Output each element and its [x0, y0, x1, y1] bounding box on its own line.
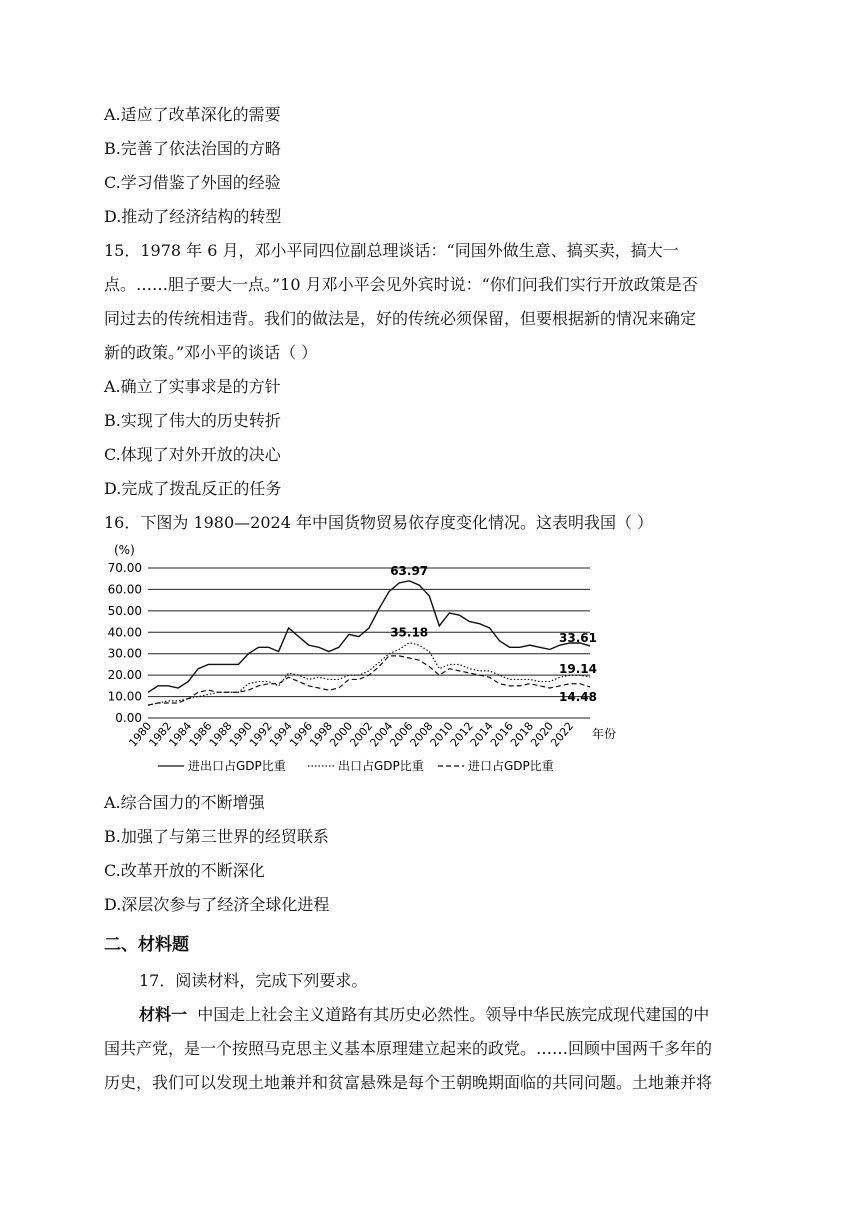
- x-tick-label: 1996: [287, 719, 316, 750]
- q17-material-line-2: 国共产党，是一个按照马克思主义基本原理建立起来的政党。……回顾中国两千多年的: [104, 1039, 713, 1058]
- series-line: [148, 656, 590, 705]
- y-tick-label: 0.00: [115, 711, 142, 725]
- x-tick-label: 2022: [548, 719, 577, 750]
- y-tick-label: 60.00: [108, 582, 142, 597]
- y-tick-label: 30.00: [108, 646, 142, 661]
- q14-option-c: C.学习借鉴了外国的经验: [104, 173, 281, 192]
- x-tick-label: 2016: [487, 719, 516, 750]
- x-tick-label: 2002: [347, 719, 376, 750]
- x-tick-label: 2012: [447, 719, 476, 750]
- q15-option-d: D.完成了拨乱反正的任务: [104, 479, 282, 498]
- x-tick-label: 2006: [387, 719, 416, 750]
- q16-option-b: B.加强了与第三世界的经贸联系: [104, 827, 329, 846]
- q14-option-b: B.完善了依法治国的方略: [104, 139, 281, 158]
- data-label: 35.18: [390, 625, 429, 640]
- q16-option-c: C.改革开放的不断深化: [104, 861, 265, 880]
- y-axis-label: (%): [114, 543, 135, 557]
- q15-stem-line-1: 15．1978 年 6 月，邓小平同四位副总理谈话：“同国外做生意、搞买卖，搞大一: [104, 241, 679, 260]
- q14-option-a: A.适应了改革深化的需要: [104, 105, 281, 124]
- q15-stem-line-2: 点。……胆子要大一点。”10 月邓小平会见外宾时说：“你们问我们实行开放政策是否: [104, 275, 698, 294]
- x-tick-label: 2000: [327, 719, 356, 750]
- x-tick-label: 1984: [166, 719, 195, 750]
- x-tick-label: 1982: [146, 719, 175, 750]
- x-tick-label: 1992: [246, 719, 275, 750]
- legend-label: 进口占GDP比重: [468, 759, 554, 773]
- data-label: 19.14: [559, 661, 597, 676]
- x-tick-label: 1994: [266, 719, 295, 750]
- y-tick-label: 20.00: [108, 668, 142, 683]
- x-tick-label: 2008: [407, 719, 436, 750]
- q15-option-c: C.体现了对外开放的决心: [104, 445, 281, 464]
- q15-option-b: B.实现了伟大的历史转折: [104, 411, 281, 430]
- x-tick-label: 2018: [508, 719, 537, 750]
- q15-stem-line-4: 新的政策。”邓小平的谈话（ ）: [104, 343, 318, 362]
- x-tick-label: 2020: [528, 719, 557, 750]
- data-label: 63.97: [390, 563, 429, 578]
- section-heading: 二、材料题: [104, 935, 189, 955]
- x-tick-label: 1988: [206, 719, 235, 750]
- q15-stem-line-3: 同过去的传统相违背。我们的做法是，好的传统必须保留，但要根据新的情况来确定: [104, 309, 697, 328]
- q15-option-a: A.确立了实事求是的方针: [104, 377, 281, 396]
- legend-label: 出口占GDP比重: [338, 759, 424, 773]
- y-tick-label: 70.00: [108, 561, 142, 575]
- q17-stem: 17．阅读材料，完成下列要求。: [139, 971, 368, 990]
- q17-material-line-1: [139, 1004, 709, 1026]
- y-tick-label: 10.00: [108, 689, 142, 704]
- legend-label: 进出口占GDP比重: [188, 759, 286, 773]
- y-tick-label: 50.00: [108, 603, 142, 618]
- q16-option-a: A.综合国力的不断增强: [104, 793, 265, 812]
- trade-dependency-chart: [108, 540, 628, 785]
- x-tick-label: 1998: [307, 719, 336, 750]
- y-tick-label: 40.00: [108, 625, 142, 640]
- x-tick-label: 2004: [367, 719, 396, 750]
- x-tick-label: 1986: [186, 719, 215, 750]
- data-label: 14.48: [559, 689, 597, 704]
- material-text: 中国走上社会主义道路有其历史必然性。领导中华民族完成现代建国的中: [197, 1005, 710, 1024]
- q16-stem: 16．下图为 1980—2024 年中国货物贸易依存度变化情况。这表明我国（ ）: [104, 513, 654, 532]
- x-axis-label: 年份: [592, 727, 617, 741]
- data-label: 33.61: [559, 630, 597, 645]
- q16-option-d: D.深层次参与了经济全球化进程: [104, 895, 330, 914]
- material-label: 材料一: [139, 1005, 188, 1024]
- q14-option-d: D.推动了经济结构的转型: [104, 207, 282, 226]
- q17-material-line-3: 历史，我们可以发现土地兼并和贫富悬殊是每个王朝晚期面临的共同问题。土地兼并将: [104, 1073, 713, 1092]
- series-line: [148, 643, 590, 706]
- x-tick-label: 2010: [427, 719, 456, 750]
- x-tick-label: 1990: [226, 719, 255, 750]
- x-tick-label: 2014: [467, 719, 496, 750]
- x-tick-label: 1980: [126, 719, 155, 750]
